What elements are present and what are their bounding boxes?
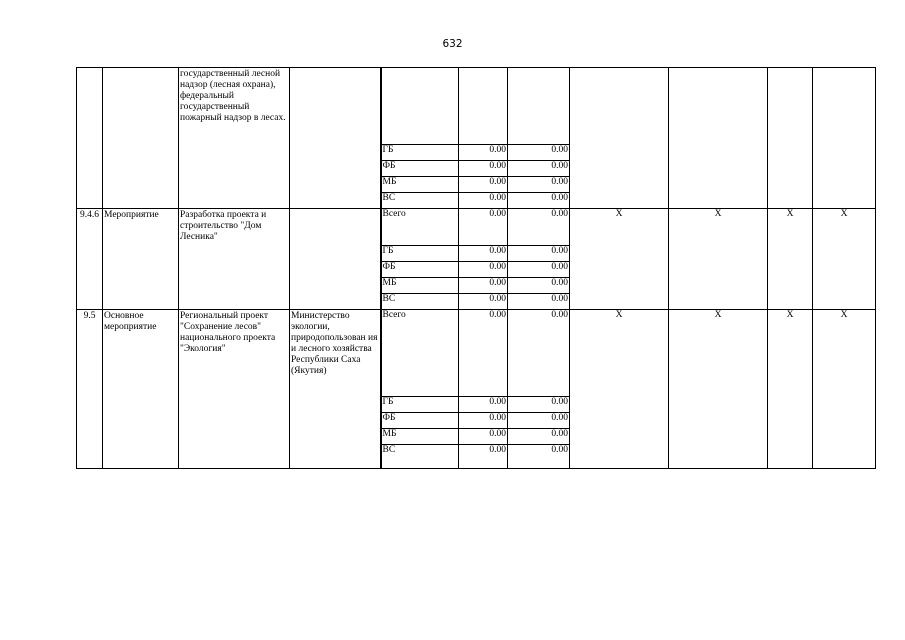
- funding-value-1: 0.00: [459, 445, 508, 469]
- funding-value-2: [508, 68, 570, 145]
- program-table: [76, 67, 876, 469]
- funding-value-2: 0.00: [508, 429, 570, 445]
- row-index: [77, 68, 103, 209]
- funding-value-1: 0.00: [459, 278, 508, 294]
- funding-source: ФБ: [381, 413, 459, 429]
- mark-cell: X: [813, 209, 876, 310]
- row-name: государственный лесной надзор (лесная охрана), федеральный государственный пожарный надзор в лесах.: [179, 68, 290, 209]
- funding-source: ВС: [381, 445, 459, 469]
- mark-cell: X: [768, 209, 813, 310]
- funding-value-1: 0.00: [459, 145, 508, 161]
- funding-source: ВС: [381, 193, 459, 209]
- row-executor: Министерство экологии, природопользован ия и лесного хозяйства Республики Саха (Якутия): [290, 310, 381, 469]
- table-row: [77, 209, 876, 246]
- row-executor: [290, 209, 381, 310]
- row-index: 9.5: [77, 310, 103, 469]
- mark-cell: [813, 68, 876, 209]
- mark-cell: X: [768, 310, 813, 469]
- funding-source: Всего: [381, 209, 459, 246]
- page-number: 632: [442, 38, 463, 50]
- funding-value-2: 0.00: [508, 177, 570, 193]
- funding-value-1: 0.00: [459, 177, 508, 193]
- funding-source: МБ: [381, 429, 459, 445]
- row-index: 9.4.6: [77, 209, 103, 310]
- mark-cell: X: [669, 310, 768, 469]
- row-type: [103, 68, 179, 209]
- funding-source: [381, 68, 459, 145]
- funding-value-1: 0.00: [459, 294, 508, 310]
- mark-cell: [570, 68, 669, 209]
- mark-cell: [768, 68, 813, 209]
- funding-value-2: 0.00: [508, 262, 570, 278]
- funding-value-2: 0.00: [508, 209, 570, 246]
- funding-value-2: 0.00: [508, 294, 570, 310]
- funding-value-2: 0.00: [508, 161, 570, 177]
- funding-source: ФБ: [381, 161, 459, 177]
- funding-value-1: 0.00: [459, 246, 508, 262]
- funding-value-2: 0.00: [508, 413, 570, 429]
- row-name: Региональный проект "Сохранение лесов" национального проекта "Экология": [179, 310, 290, 469]
- funding-value-2: 0.00: [508, 193, 570, 209]
- funding-source: ГБ: [381, 397, 459, 413]
- funding-value-2: 0.00: [508, 310, 570, 397]
- funding-source: МБ: [381, 177, 459, 193]
- mark-cell: [669, 68, 768, 209]
- table-row: [77, 310, 876, 397]
- funding-value-1: 0.00: [459, 310, 508, 397]
- funding-source: Всего: [381, 310, 459, 397]
- funding-value-1: [459, 68, 508, 145]
- funding-value-1: 0.00: [459, 193, 508, 209]
- row-name: Разработка проекта и строительство "Дом Лесника": [179, 209, 290, 310]
- funding-source: ФБ: [381, 262, 459, 278]
- funding-value-1: 0.00: [459, 413, 508, 429]
- funding-value-2: 0.00: [508, 445, 570, 469]
- funding-value-1: 0.00: [459, 397, 508, 413]
- mark-cell: X: [813, 310, 876, 469]
- funding-value-2: 0.00: [508, 397, 570, 413]
- funding-value-1: 0.00: [459, 209, 508, 246]
- funding-value-1: 0.00: [459, 262, 508, 278]
- funding-value-1: 0.00: [459, 161, 508, 177]
- funding-value-2: 0.00: [508, 145, 570, 161]
- funding-source: ГБ: [381, 246, 459, 262]
- row-type: Основное мероприятие: [103, 310, 179, 469]
- funding-source: ВС: [381, 294, 459, 310]
- table-row: [77, 68, 876, 145]
- funding-source: ГБ: [381, 145, 459, 161]
- funding-source: МБ: [381, 278, 459, 294]
- row-type: Мероприятие: [103, 209, 179, 310]
- funding-value-2: 0.00: [508, 246, 570, 262]
- funding-value-2: 0.00: [508, 278, 570, 294]
- funding-value-1: 0.00: [459, 429, 508, 445]
- mark-cell: X: [669, 209, 768, 310]
- mark-cell: X: [570, 310, 669, 469]
- mark-cell: X: [570, 209, 669, 310]
- row-executor: [290, 68, 381, 209]
